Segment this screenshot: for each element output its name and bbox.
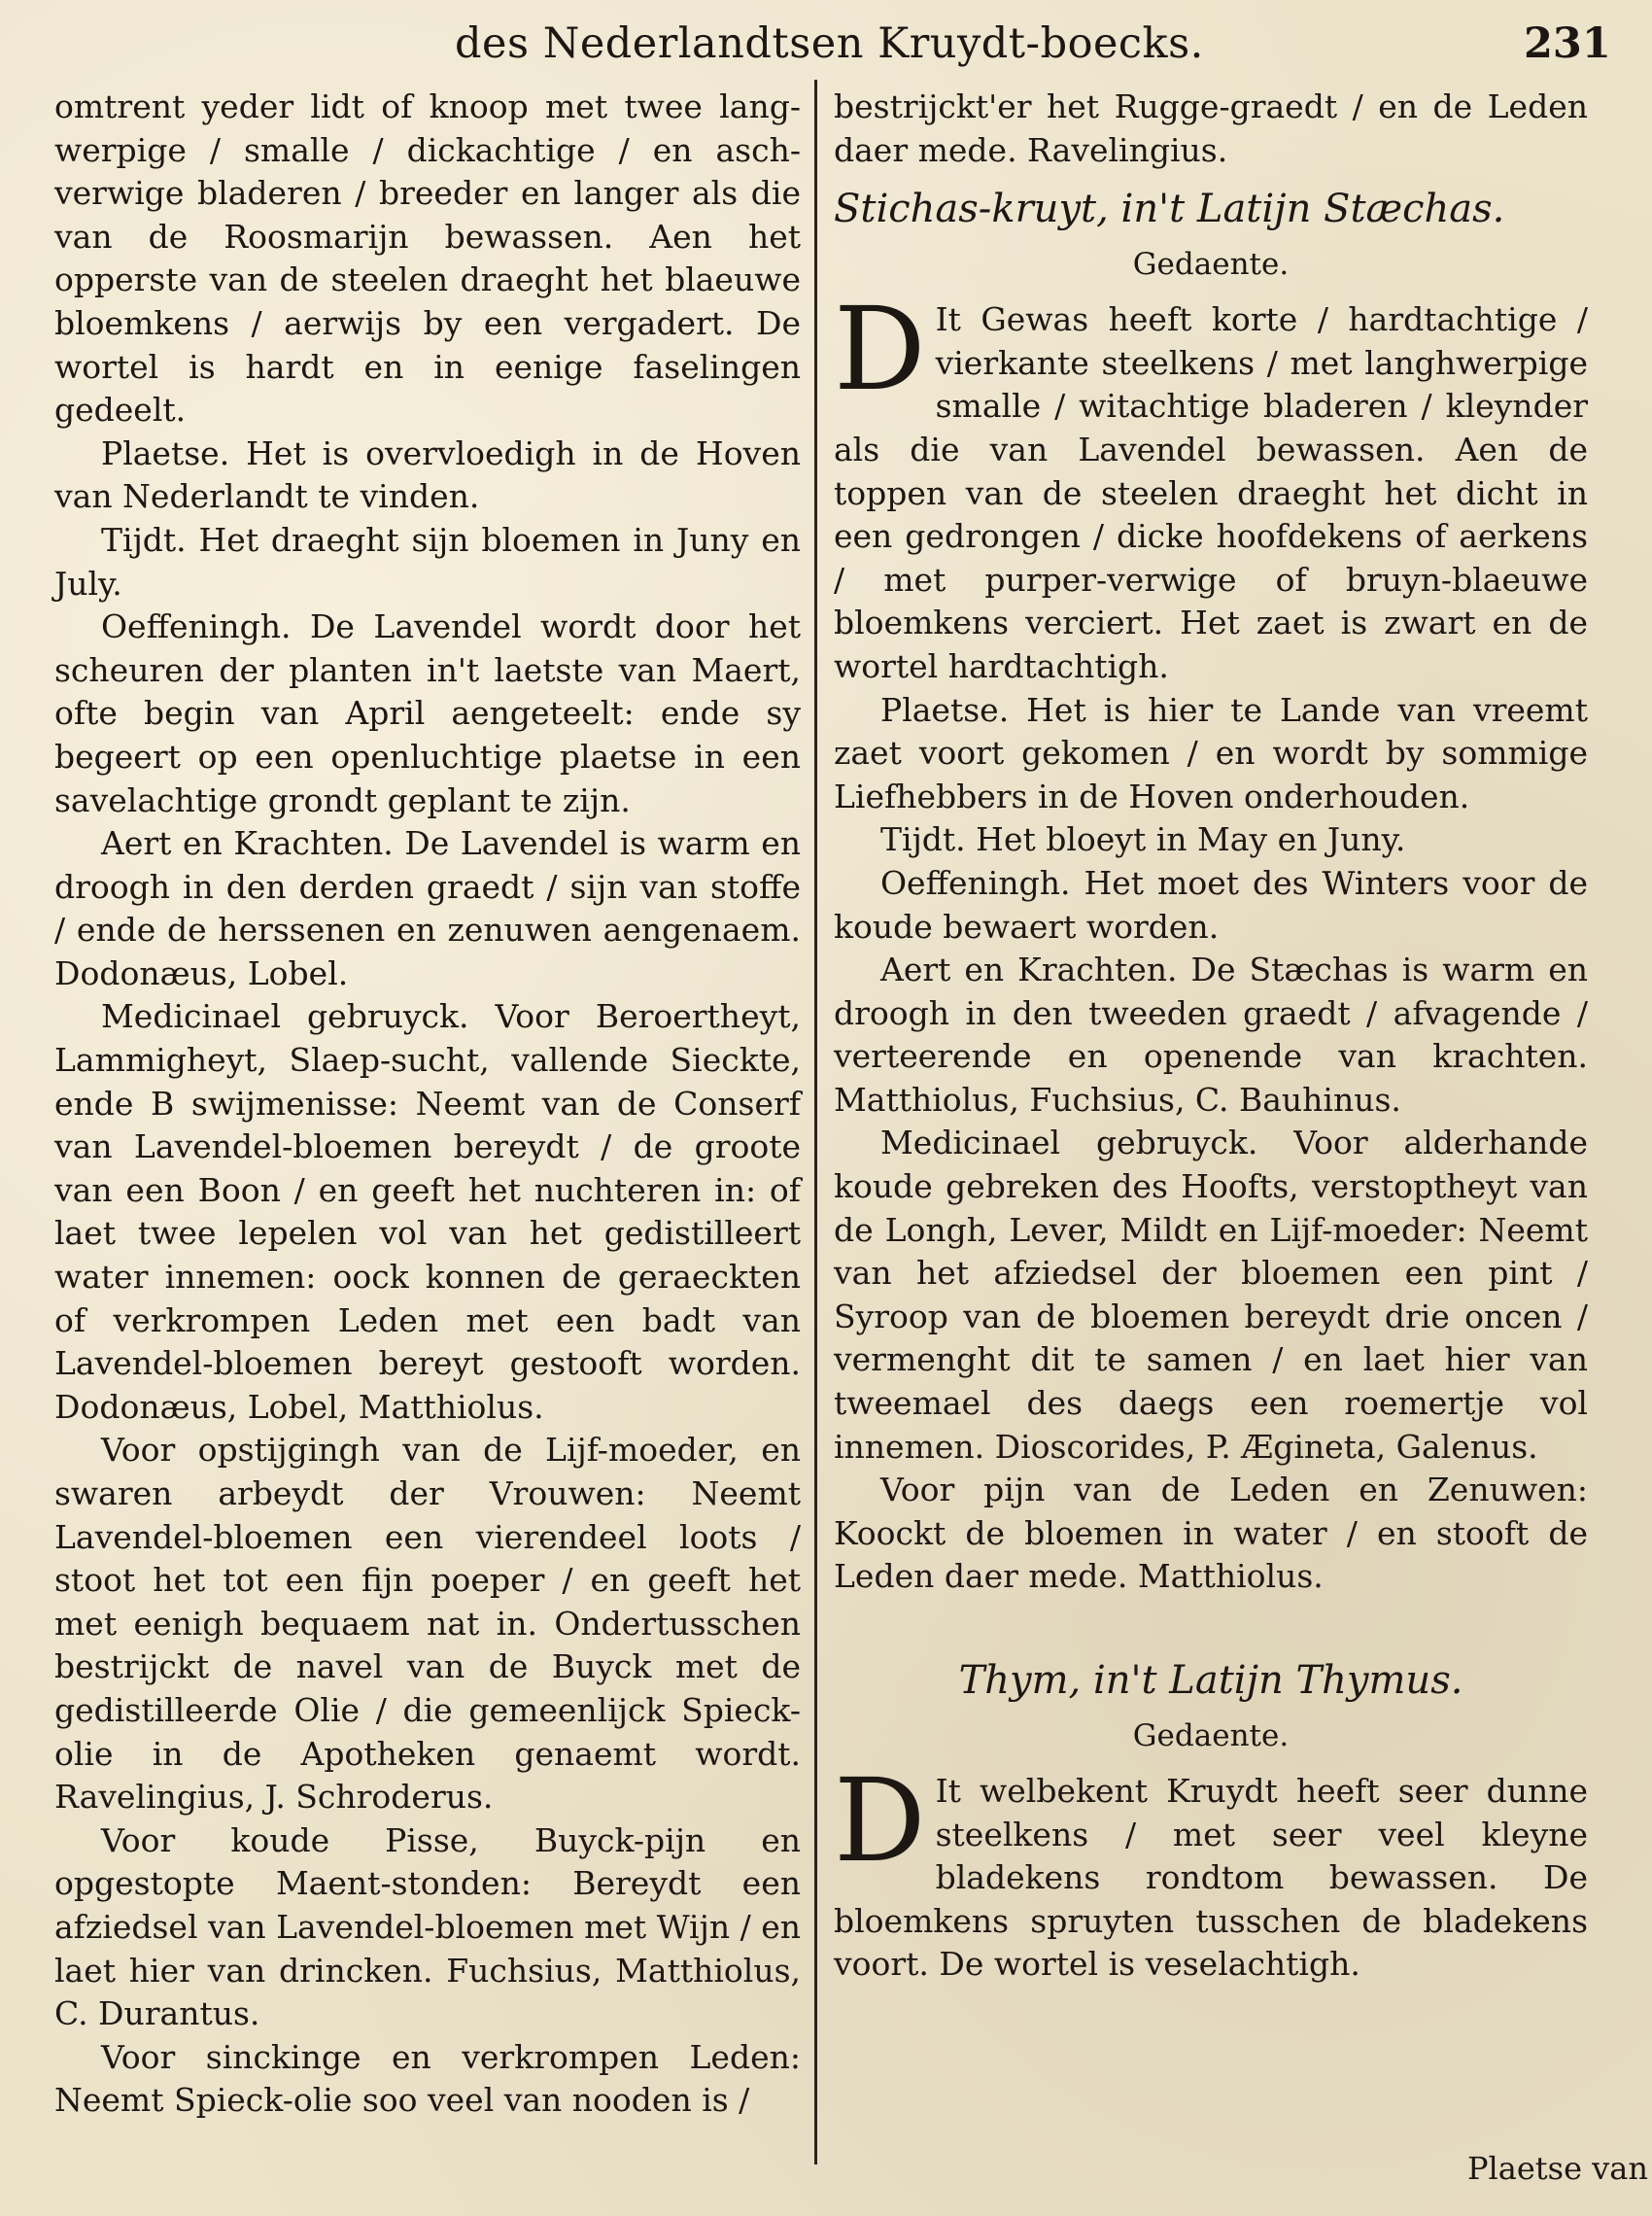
paragraph: Plaetse. Het is overvloedigh in de Hoven van Nederlandt te vinden. <box>54 433 801 516</box>
page-header <box>0 12 1652 80</box>
intro-paragraph <box>834 282 1588 688</box>
running-title: des Nederlandtsen Kruydt-boecks. <box>455 19 1204 68</box>
paragraph: Aert en Krachten. De Lavendel is warm en droogh in den derden graedt / sijn van stoffe / ende de herssenen en zenuwen aengenaem. Dodonæus, Lobel. <box>54 824 801 992</box>
paragraph: omtrent yeder lidt of knoop met twee lang-werpige / smalle / dickachtige / en asch-verwige bladeren / breeder en langer als die van de Roosmarijn bewassen. Aen het opperste van de steelen draeght het blaeuwe bloemkens / aerwijs by een vergadert. De wortel is hardt en in eenige faselingen gedeelt. <box>54 87 801 430</box>
paragraph: Tijdt. Het draeght sijn bloemen in Juny en July. <box>54 520 801 603</box>
column-divider <box>814 80 817 2164</box>
continuation-paragraph: bestrijckt'er het Rugge-graedt / en de Leden daer mede. Ravelingius. <box>834 87 1588 169</box>
section-heading-stichas: Stichas-kruyt, in't Latijn Stæchas. <box>834 187 1505 232</box>
left-column <box>54 86 801 2123</box>
intro-paragraph <box>834 1753 1588 1987</box>
section-spacer <box>834 1599 1588 1644</box>
intro-text: It welbekent Kruydt heeft seer dunne steelkens / met seer veel kleyne bladekens rondtom bewassen. De bloemkens spruyten tusschen de bladekens voort. De wortel is veselachtigh. <box>834 1772 1588 1984</box>
paragraph: Medicinael gebruyck. Voor alderhande koude gebreken des Hoofts, verstoptheyt van de Longh, Lever, Mildt en Lijf-moeder: Neemt van het afziedsel der bloemen een pint / Syroop van de bloemen bereydt drie oncen / vermenght dit te samen / en laet hier van tweemael des daegs een roemertje vol innemen. Dioscorides, P. Ægineta, Galenus. <box>834 1124 1588 1466</box>
intro-text: It Gewas heeft korte / hardtachtige / vierkante steelkens / met langhwerpige smalle / witachtige bladeren / kleynder als die van Lavendel bewassen. Aen de toppen van de steelen draeght het dicht in een gedrongen / dicke hoofdekens of aerkens / met purper-verwige of bruyn-blaeuwe bloemkens verciert. Het zaet is zwart en de wortel hardtachtigh. <box>834 300 1588 685</box>
drop-cap: D <box>834 1753 926 1887</box>
section-heading-thym: Thym, in't Latijn Thymus. <box>958 1658 1463 1703</box>
paragraph: Medicinael gebruyck. Voor Beroertheyt, Lammigheyt, Slaep-sucht, vallende Sieckte, ende B swijmenisse: Neemt van de Conserf van Lavendel-bloemen bereydt / de groote van een Boon / en geeft het nuchteren in: of laet twee lepelen vol van het gedistilleert water innemen: oock konnen de geraeckten of verkrompen Leden met een badt van Lavendel-bloemen bereyt gestooft worden. Dodonæus, Lobel, Matthiolus. <box>54 997 801 1426</box>
catchword: Plaetse van <box>1467 2150 1648 2187</box>
paragraph: Voor opstijgingh van de Lijf-moeder, en swaren arbeydt der Vrouwen: Neemt Lavendel-bloemen een vierendeel loots / stoot het tot een fijn poeper / en geeft het met eenigh bequaem nat in. Ondertusschen bestrijckt de navel van de Buyck met de gedistilleerde Olie / die gemeenlijck Spieck-olie in de Apotheken genaemt wordt. Ravelingius, J. Schroderus. <box>54 1431 801 1817</box>
paragraph: Oeffeningh. Het moet des Winters voor de koude bewaert worden. <box>834 863 1588 946</box>
paragraph: Tijdt. Het bloeyt in May en Juny. <box>880 820 1406 859</box>
right-column <box>834 86 1588 1987</box>
paragraph: Oeffeningh. De Lavendel wordt door het scheuren der planten in't laetste van Maert, ofte begin van April aengeteelt: ende sy begeert op een openluchtige plaetse in een savelachtige grondt geplant te zijn. <box>54 607 801 819</box>
paragraph: Voor koude Pisse, Buyck-pijn en opgestopte Maent-stonden: Bereydt een afziedsel van Lavendel-bloemen met Wijn / en laet hier van drincken. Fuchsius, Matthiolus, C. Durantus. <box>54 1820 801 2033</box>
section-subheading: Gedaente. <box>1132 1718 1290 1753</box>
paragraph: Voor pijn van de Leden en Zenuwen: Koockt de bloemen in water / en stooft de Leden daer mede. Matthiolus. <box>834 1471 1588 1596</box>
page-number: 231 <box>1524 19 1611 68</box>
paragraph: Plaetse. Het is hier te Lande van vreemt zaet voort gekomen / en wordt by sommige Liefhebbers in de Hoven onderhouden. <box>834 690 1588 815</box>
section-subheading: Gedaente. <box>1132 247 1290 283</box>
paragraph: Voor sinckinge en verkrompen Leden: Neemt Spieck-olie soo veel van nooden is / <box>54 2037 801 2120</box>
paragraph: Aert en Krachten. De Stæchas is warm en droogh in den tweeden graedt / afvagende / verteerende en openende van krachten. Matthiolus, Fuchsius, C. Bauhinus. <box>834 951 1588 1119</box>
drop-cap: D <box>834 282 926 417</box>
